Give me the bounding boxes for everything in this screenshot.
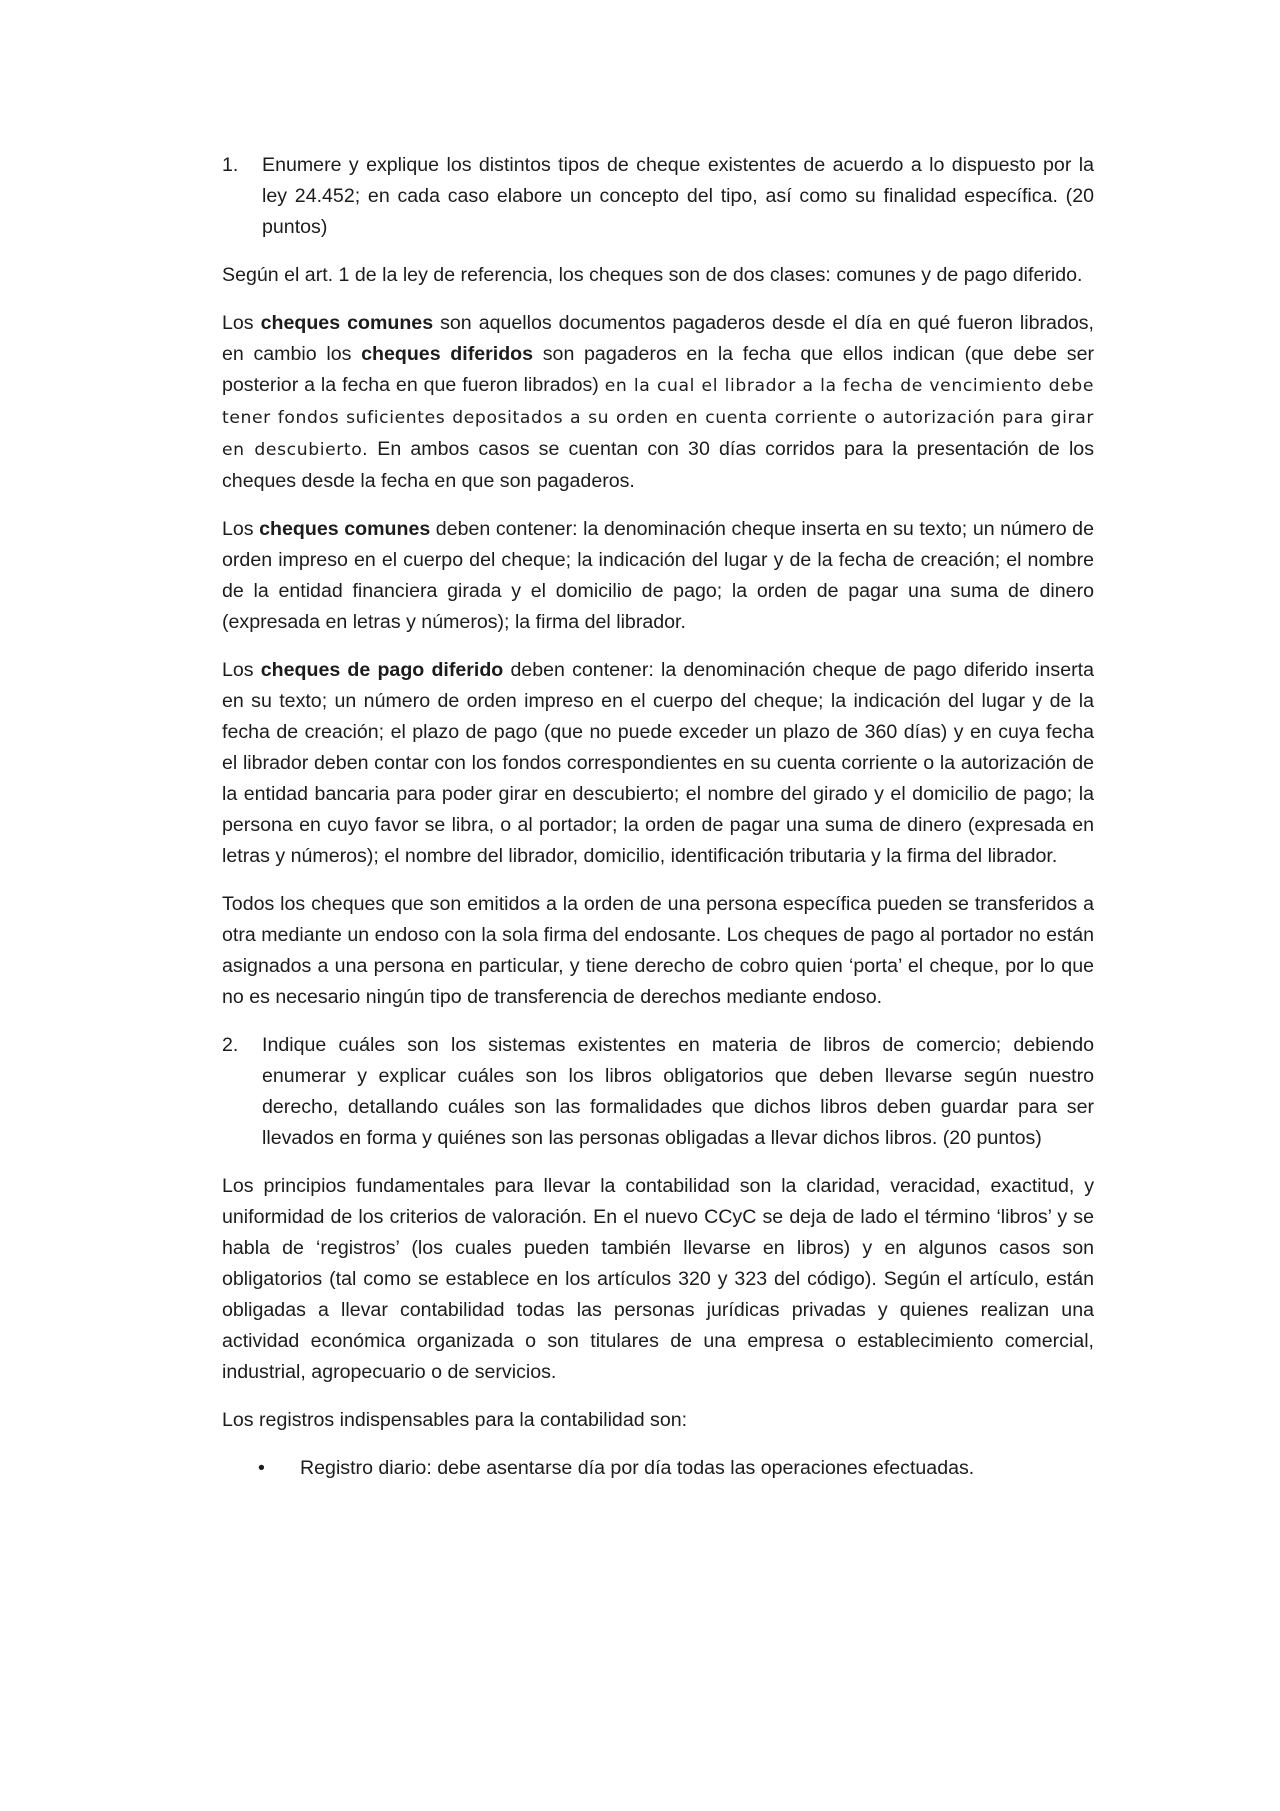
paragraph-requisitos-comunes bbox=[222, 514, 1094, 638]
text-run: Los bbox=[222, 659, 261, 681]
text-run: Los bbox=[222, 312, 261, 334]
paragraph-endoso: Todos los cheques que son emitidos a la orden de una persona específica pueden se transferidos a otra mediante un endoso con la sola firma del endosante. Los cheques de pago al portador no están asignados a una persona en particular, y tiene derecho de cobro quien ‘porta’ el cheque, por lo que no es necesario ningún tipo de transferencia de derechos mediante endoso. bbox=[222, 893, 1094, 1008]
document-page bbox=[222, 150, 1094, 1496]
text-run: En ambos casos se cuentan con 30 días corridos para la presentación de los cheques desde la fecha en que son pagaderos. bbox=[222, 438, 1094, 492]
registros-list bbox=[222, 1453, 1094, 1484]
paragraph-registros-intro: Los registros indispensables para la contabilidad son: bbox=[222, 1409, 688, 1431]
text-run: deben contener: la denominación cheque inserta en su texto; un número de orden impreso en el cuerpo del cheque; la indicación del lugar y de la fecha de creación; el nombre de la entidad financiera girada y el domicilio de pago; la orden de pagar una suma de dinero (expresada en letras y números); la firma del librador. bbox=[222, 518, 1094, 633]
text-run: son pagaderos en la fecha que ellos indican (que debe ser posterior a la fecha en que fueron librados) bbox=[222, 343, 1094, 396]
paragraph-cheques-comunes-diferidos bbox=[222, 308, 1094, 497]
question-2-text: Indique cuáles son los sistemas existentes en materia de libros de comercio; debiendo enumerar y explicar cuáles son los libros obligatorios que deben llevarse según nuestro derecho, detallando cuáles son las formalidades que dichos libros deben guardar para ser llevados en forma y quiénes son las personas obligadas a llevar dichos libros. (20 puntos) bbox=[262, 1034, 1094, 1149]
bold-term-cheques-pago-diferido: cheques de pago diferido bbox=[260, 659, 504, 681]
question-1-text: Enumere y explique los distintos tipos de cheque existentes de acuerdo a lo dispuesto por la ley 24.452; en cada caso elabore un concepto del tipo, así como su finalidad específica. (20 puntos) bbox=[262, 154, 1094, 238]
list-item bbox=[222, 1453, 1094, 1484]
text-run: Los bbox=[222, 518, 260, 540]
bold-term-cheques-diferidos: cheques diferidos bbox=[361, 343, 534, 365]
list-item-text: Registro diario: debe asentarse día por día todas las operaciones efectuadas. bbox=[300, 1457, 975, 1479]
text-run: deben contener: la denominación cheque de pago diferido inserta en su texto; un número de orden impreso en el cuerpo del cheque; la indicación del lugar y de la fecha de creación; el plazo de pago (que no puede exceder un plazo de 360 días) y en cuya fecha el librador deben contar con los fondos correspondientes en su cuenta corriente o la autorización de la entidad bancaria para poder girar en descubierto; el nombre del girado y el domicilio de pago; la persona en cuyo favor se libra, o al portador; la orden de pagar una suma de dinero (expresada en letras y números); el nombre del librador, domicilio, identificación tributaria y la firma del librador. bbox=[222, 659, 1094, 867]
paragraph-principios-contabilidad: Los principios fundamentales para llevar la contabilidad son la claridad, veracidad, exactitud, y uniformidad de los criterios de valoración. En el nuevo CCyC se deja de lado el término ‘libros’ y se habla de ‘registros’ (los cuales pueden también llevarse en libros) y en algunos casos son obligatorios (tal como se establece en los artículos 320 y 323 del código). Según el artículo, están obligadas a llevar contabilidad todas las personas jurídicas privadas y quienes realizan una actividad económica organizada o son titulares de una empresa o establecimiento comercial, industrial, agropecuario o de servicios. bbox=[222, 1175, 1094, 1383]
question-2-number: 2. bbox=[222, 1034, 239, 1056]
monospace-text-run: en la cual el librador a la fecha de vencimiento debe tener fondos suficientes depositados a su orden en cuenta corriente o autorización para girar en descubierto. bbox=[222, 376, 1094, 460]
paragraph-requisitos-pago-diferido bbox=[222, 655, 1094, 872]
question-1 bbox=[222, 150, 1094, 243]
bullet-marker: • bbox=[258, 1457, 265, 1479]
bold-term-cheques-comunes: cheques comunes bbox=[259, 518, 431, 540]
paragraph-clases-cheques: Según el art. 1 de la ley de referencia, los cheques son de dos clases: comunes y de pago diferido. bbox=[222, 264, 1083, 286]
bold-term-cheques-comunes: cheques comunes bbox=[260, 312, 434, 334]
question-1-number: 1. bbox=[222, 154, 239, 176]
text-run: son aquellos documentos pagaderos desde el día en qué fueron librados, en cambio los bbox=[222, 312, 1094, 365]
question-2 bbox=[222, 1030, 1094, 1154]
